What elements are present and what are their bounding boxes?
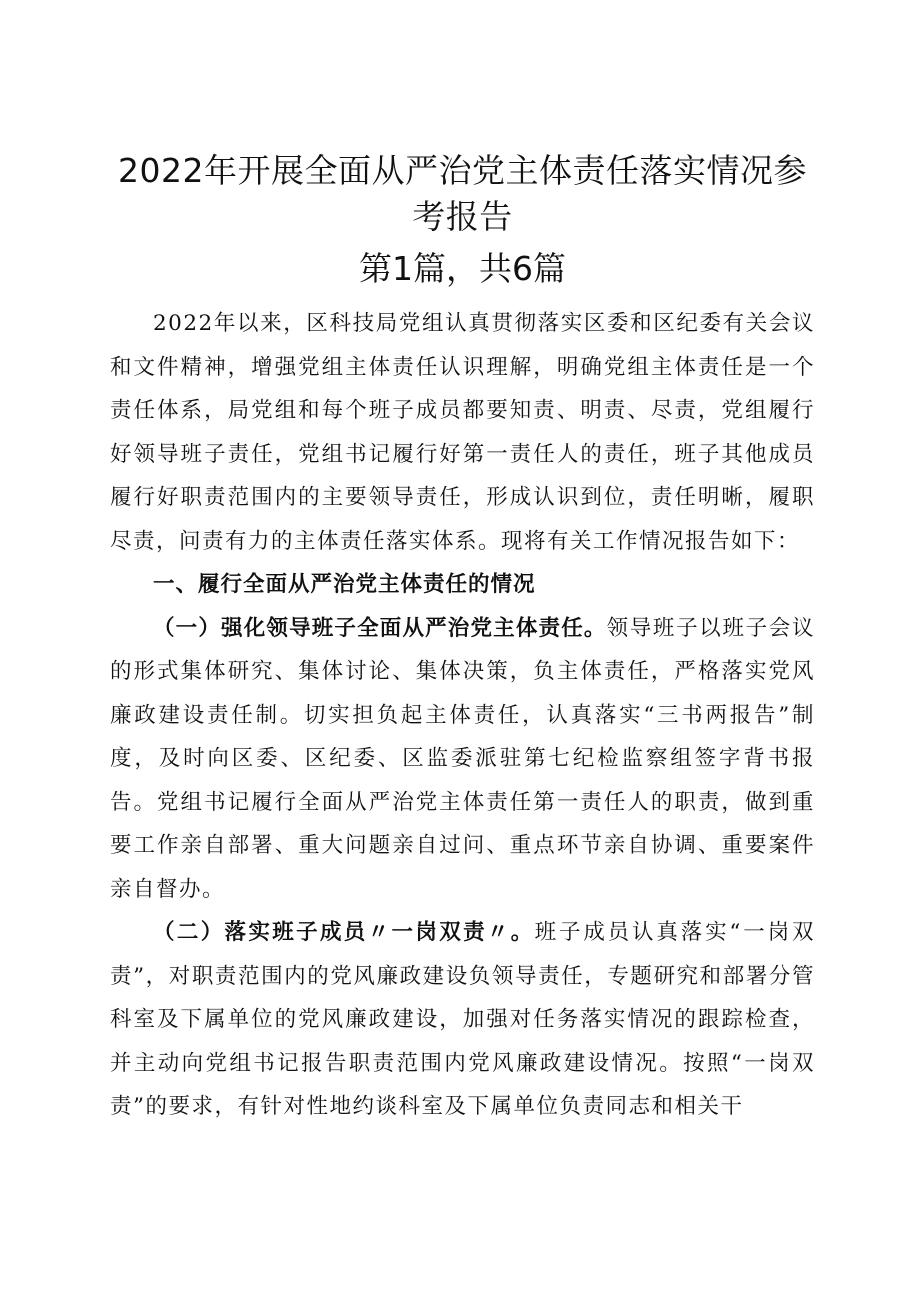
document-title: 2022年开展全面从严治党主体责任落实情况参考报告	[118, 151, 807, 236]
item-1-text: 领导班子以班子会议的形式集体研究、集体讨论、集体决策，负主体责任，严格落实党风廉政建设责任制。切实担负起主体责任，认真落实“三书两报告”制度，及时向区委、区纪委、区监委派驻第七纪检监察组签字背书报告。党组书记履行全面从严治党主体责任第一责任人的职责，做到重要工作亲自部署、重大问题亲自过问、重点环节亲自协调、重要案件亲自督办。	[110, 615, 815, 902]
item-2-lead: （二）落实班子成员〃一岗双责〃。	[153, 920, 535, 945]
document-subtitle: 第1篇，共6篇	[359, 249, 566, 288]
item-2-paragraph	[110, 911, 815, 1129]
item-1-paragraph	[110, 607, 815, 912]
intro-paragraph: 2022年以来，区科技局党组认真贯彻落实区委和区纪委有关会议和文件精神，增强党组主体责任认识理解，明确党组主体责任是一个责任体系，局党组和每个班子成员都要知责、明责、尽责，党组履行好领导班子责任，党组书记履行好第一责任人的责任，班子其他成员履行好职责范围内的主要领导责任，形成认识到位，责任明晰，履职尽责，问责有力的主体责任落实体系。现将有关工作情况报告如下：	[110, 311, 815, 554]
item-1-lead: （一）强化领导班子全面从严治党主体责任。	[153, 615, 607, 641]
item-2-text: 班子成员认真落实“一岗双责”，对职责范围内的党风廉政建设负领导责任，专题研究和部署分管科室及下属单位的党风廉政建设，加强对任务落实情况的跟踪检查，并主动向党组书记报告职责范围内党风廉政建设情况。按照“一岗双责”的要求，有针对性地约谈科室及下属单位负责同志和相关干	[110, 920, 815, 1119]
section-heading: 一、履行全面从严治党主体责任的情况	[153, 572, 536, 597]
